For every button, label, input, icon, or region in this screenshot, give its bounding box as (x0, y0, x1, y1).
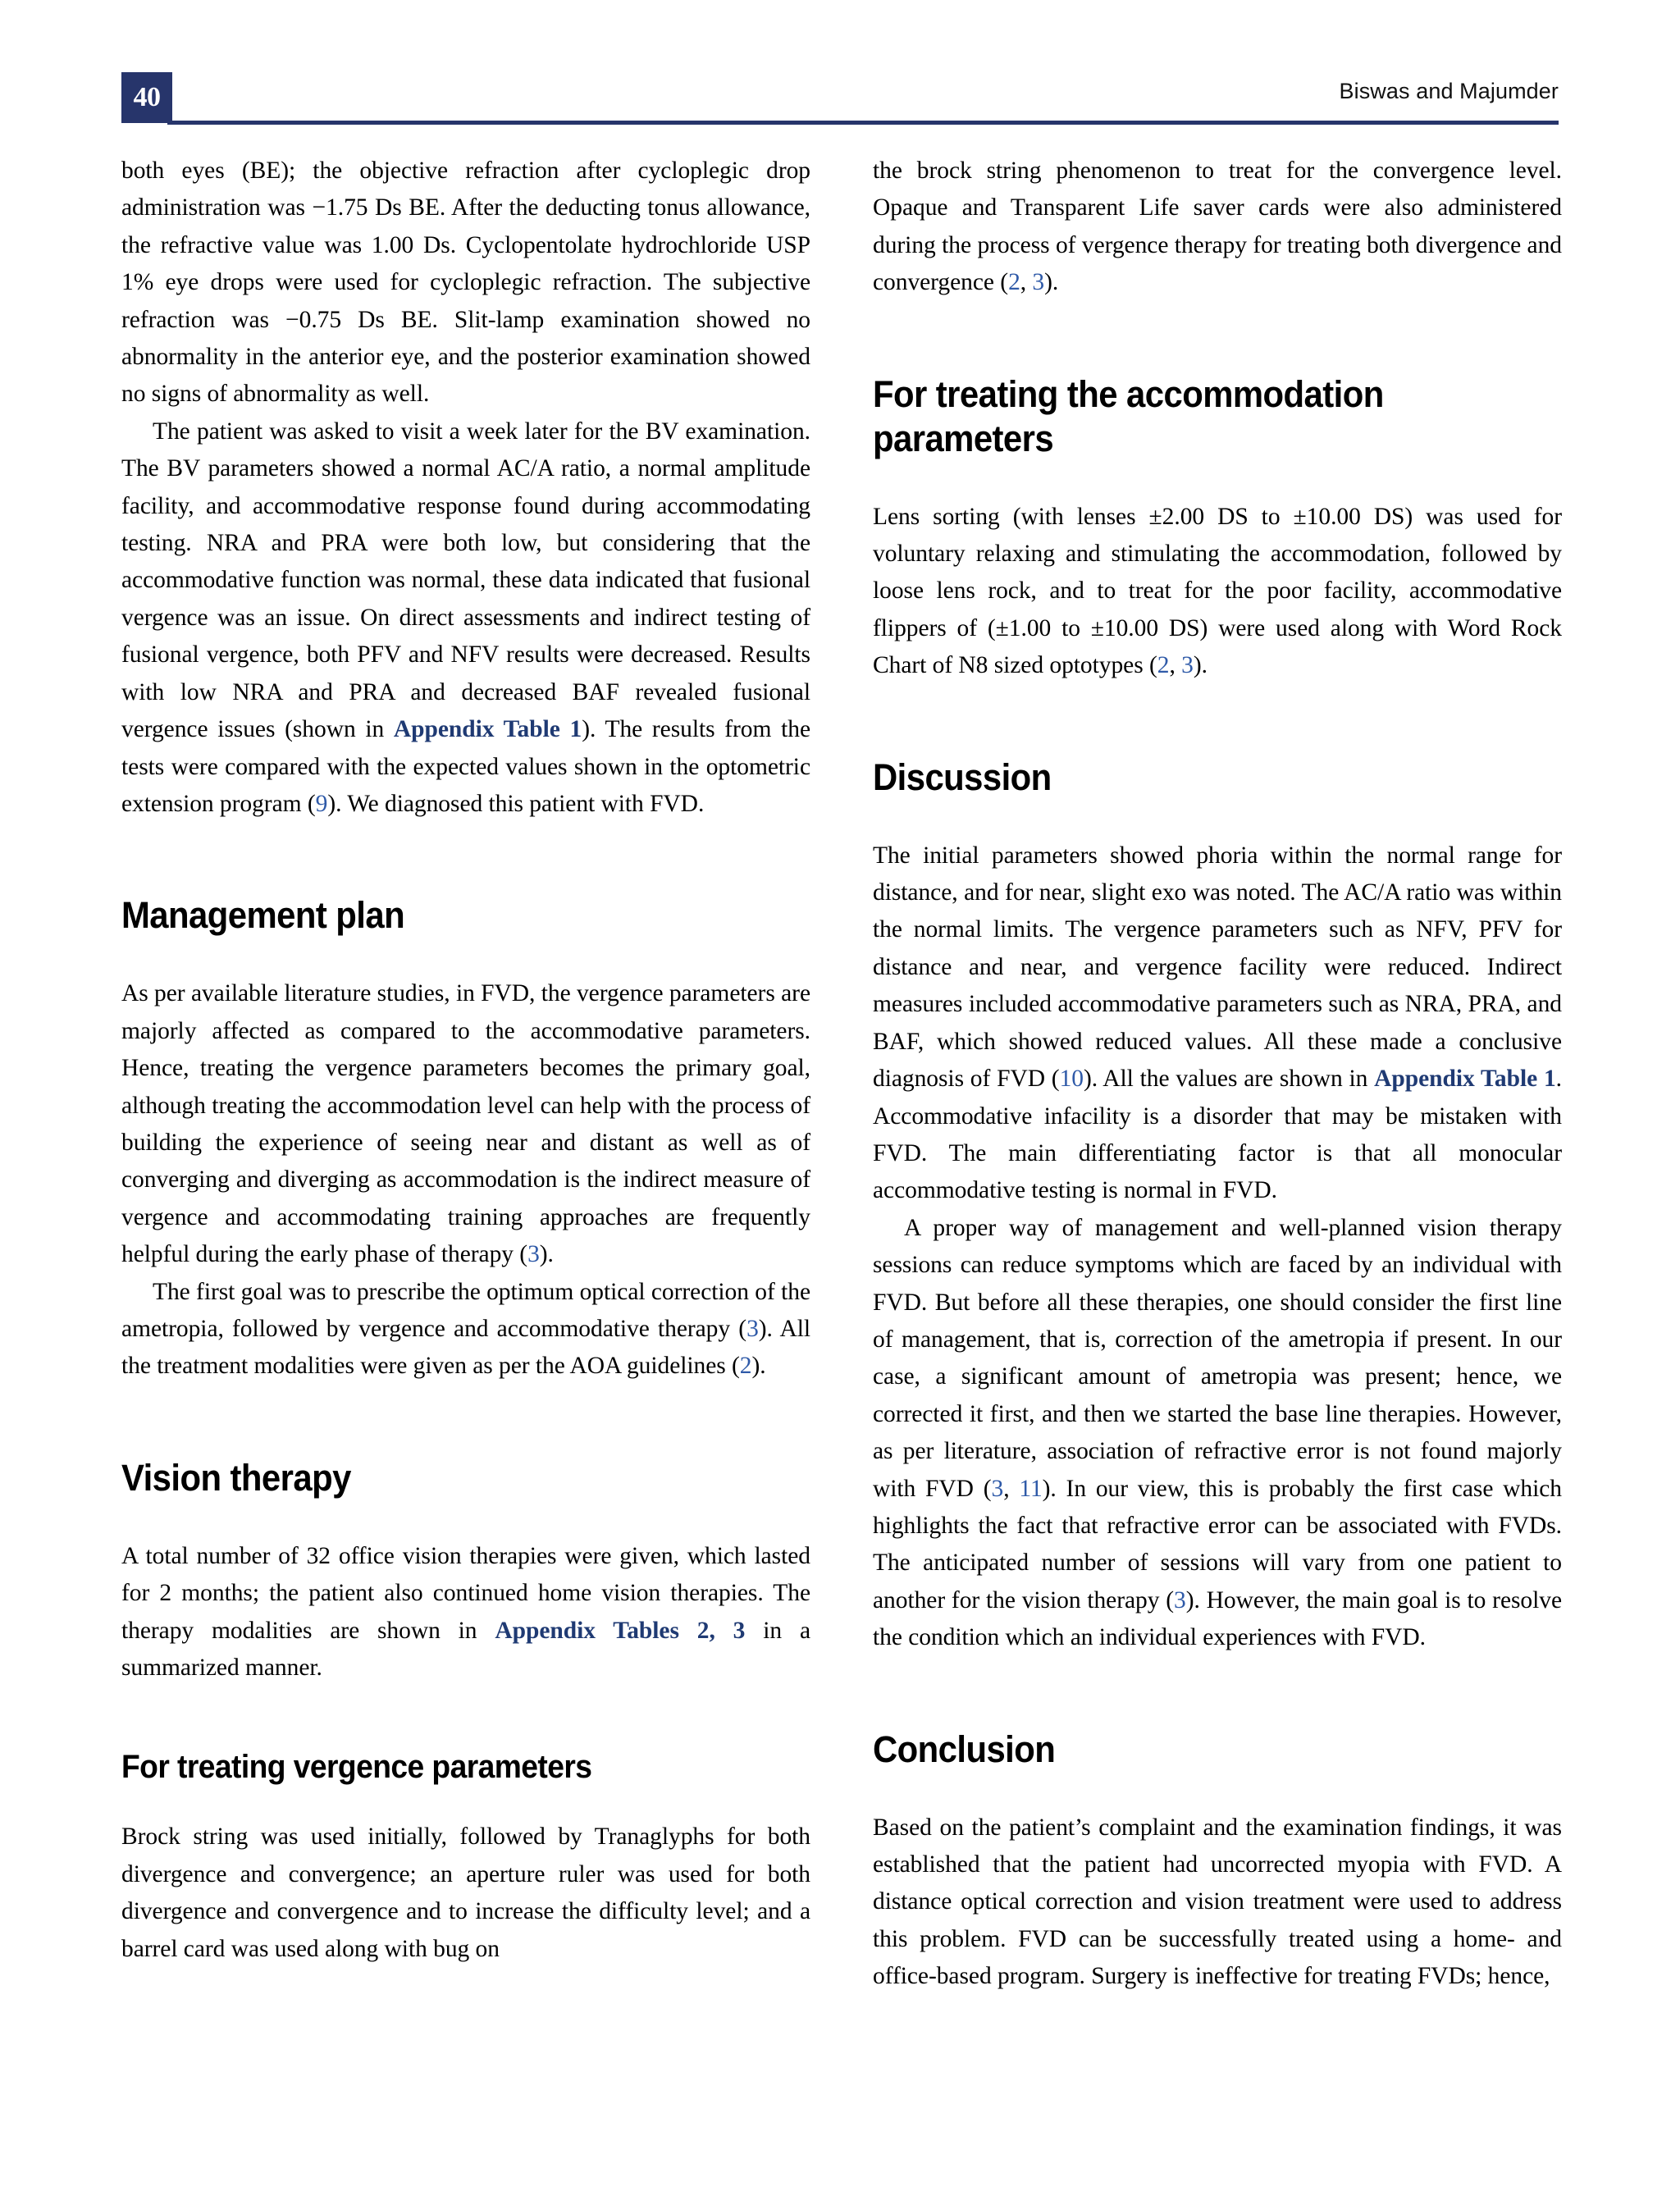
left-column (121, 153, 810, 1968)
heading-for-treating-accommodation-parameters: For treating the accommodation parameters (873, 372, 1384, 459)
paragraph-proper-management (873, 1210, 1562, 1657)
heading-discussion: Discussion (873, 755, 1052, 798)
spacer (121, 938, 810, 975)
citation-ref[interactable]: 2 (1008, 269, 1020, 296)
heading-vision-therapy: Vision therapy (121, 1456, 351, 1499)
spacer (121, 1687, 810, 1747)
citation-ref[interactable]: 3 (1032, 269, 1045, 296)
paragraph-text: ). All the values are shown in (1083, 1066, 1375, 1093)
paragraph-text: , (1003, 1475, 1020, 1502)
paragraph-text: Lens sorting (with lenses ±2.00 DS to ±10.00 DS) was used for voluntary relaxing and stimulating the accommodation, followed by loose lens rock, and to treat for the poor facility, accommodative flippers of (±1.00 to ±10.00 DS) were used along with Word Rock Chart of N8 sized optotypes ( (873, 503, 1562, 679)
appendix-table-1-link[interactable]: Appendix Table 1 (1374, 1066, 1556, 1093)
paragraph-text: ). However, the main goal is to resolve the condition which an individual experiences with FVD. (873, 1586, 1563, 1651)
citation-ref[interactable]: 3 (1174, 1586, 1186, 1613)
spacer (121, 1787, 810, 1819)
spacer (873, 685, 1562, 755)
paragraph-text: both eyes (BE); the objective refraction after cycloplegic drop administration was −1.75 Ds BE. After the deducting tonus allowance, the refractive value was 1.00 Ds. Cyclopentolate hydrochloride USP 1% eye drops were used for cycloplegic refraction. The subjective refraction was −0.75 Ds BE. Slit-lamp examination showed no abnormality in the anterior eye, and the posterior examination showed no signs of abnormality as well. (121, 157, 810, 408)
paragraph-text: ). The results from the tests were compared with the expected values shown in the optometric extension program ( (121, 716, 810, 817)
paragraph-text: The patient was asked to visit a week later for the BV examination. The BV parameters showed a normal AC/A ratio, a normal amplitude facility, and accommodative response found during accommodating testing. NRA and PRA were both low, but considering that the accommodative function was normal, these data indicated that fusional vergence was an issue. On direct assessments and indirect testing of fusional vergence, both PFV and NFV results were decreased. Results with low NRA and PRA and decreased BAF revealed fusional vergence issues (shown in (121, 418, 810, 743)
citation-ref[interactable]: 2 (1157, 652, 1170, 679)
paragraph-text: in a summarized manner. (121, 1617, 810, 1681)
paragraph-management-literature (121, 975, 810, 1273)
spacer (873, 1772, 1562, 1810)
spacer (873, 302, 1562, 372)
paragraph-text: ). (751, 1353, 766, 1380)
appendix-tables-2-3-link[interactable]: Appendix Tables 2, 3 (495, 1617, 746, 1644)
right-column (873, 153, 1562, 1996)
citation-ref[interactable]: 10 (1059, 1066, 1084, 1093)
citation-ref[interactable]: 2 (739, 1353, 752, 1380)
paragraph-text: ). In our view, this is probably the first case which highlights the fact that refractive error can be associated with FVDs. The anticipated number of sessions will vary from one patient to another for the vision therapy ( (873, 1475, 1563, 1613)
body-columns (121, 153, 1562, 2138)
header-rule (167, 121, 1559, 125)
paragraph-brock-string (121, 1819, 810, 1968)
paragraph-lens-sorting (873, 499, 1562, 685)
paragraph-text: The first goal was to prescribe the optimum optical correction of the ametropia, followed by vergence and accommodative therapy ( (121, 1278, 810, 1342)
paragraph-text: . Accommodative infacility is a disorder that may be mistaken with FVD. The main differentiating factor is that all monocular accommodative testing is normal in FVD. (873, 1066, 1562, 1204)
paragraph-text: ). We diagnosed this patient with FVD. (327, 790, 705, 817)
paragraph-text: Brock string was used initially, followed by Tranaglyphs for both divergence and convergence; an aperture ruler was used for both divergence and convergence and to increase the difficulty level; and a barrel card was used along with bug on (121, 1823, 810, 1962)
paragraph-text: ). (1193, 652, 1208, 679)
spacer (121, 1385, 810, 1456)
paragraph-refraction (121, 153, 810, 413)
paragraph-text: ). All the treatment modalities were given as per the AOA guidelines ( (121, 1315, 811, 1380)
paragraph-text: As per available literature studies, in FVD, the vergence parameters are majorly affected as compared to the accommodative parameters. Hence, treating the vergence parameters becomes the primary goal, although treating the accommodation level can help with the process of building the experience of seeing near and distant as well as of converging and diverging as accommodation is the indirect measure of vergence and accommodating training approaches are frequently helpful during the early phase of therapy ( (121, 980, 810, 1268)
paragraph-text: ). (1044, 269, 1059, 296)
paragraph-vision-therapy-count (121, 1538, 810, 1687)
citation-ref[interactable]: 9 (315, 790, 328, 817)
paragraph-text: , (1020, 269, 1033, 296)
citation-ref[interactable]: 11 (1019, 1475, 1043, 1502)
appendix-table-1-link[interactable]: Appendix Table 1 (393, 716, 582, 743)
paragraph-text: A proper way of management and well-planned vision therapy sessions can reduce symptoms which are faced by an individual with FVD. But before all these therapies, one should consider the first line of management, that is, correction of the ametropia if present. In our case, a significant amount of ametropia was present; hence, we corrected it first, and then we started the base line therapies. However, as per literature, association of refractive error is not found majorly with FVD ( (873, 1214, 1562, 1502)
paragraph-bv-examination (121, 413, 810, 823)
citation-ref[interactable]: 3 (991, 1475, 1004, 1502)
paragraph-first-goal (121, 1274, 810, 1385)
paragraph-text: The initial parameters showed phoria within the normal range for distance, and for near, slight exo was noted. The AC/A ratio was within the normal limits. The vergence parameters such as NFV, PFV for distance and near, and vergence facility were reduced. Indirect measures included accommodative parameters such as NRA, PRA, and BAF, which showed reduced values. All these made a conclusive diagnosis of FVD ( (873, 842, 1562, 1093)
spacer (873, 461, 1562, 499)
running-head-title: Biswas and Majumder (1339, 79, 1559, 103)
page-number-badge: 40 (121, 72, 172, 123)
paragraph-text: the brock string phenomenon to treat for the convergence level. Opaque and Transparent Life saver cards were also administered during the process of vergence therapy for treating both divergence and convergence ( (873, 157, 1562, 296)
spacer (121, 1500, 810, 1538)
spacer (121, 823, 810, 893)
paragraph-text: Based on the patient’s complaint and the examination findings, it was established that the patient had uncorrected myopia with FVD. A distance optical correction and vision treatment were used to address this problem. FVD can be successfully treated using a home- and office-based program. Surgery is ineffective for treating FVDs; hence, (873, 1814, 1562, 1990)
paragraph-brock-string-continued (873, 153, 1562, 302)
citation-ref[interactable]: 3 (527, 1241, 540, 1268)
paragraph-text: , (1169, 652, 1182, 679)
paragraph-text: A total number of 32 office vision therapies were given, which lasted for 2 months; the patient also continued home vision therapies. The therapy modalities are shown in (121, 1542, 810, 1644)
citation-ref[interactable]: 3 (746, 1315, 759, 1342)
spacer (873, 800, 1562, 838)
heading-for-treating-vergence-parameters: For treating vergence parameters (121, 1749, 592, 1786)
heading-conclusion: Conclusion (873, 1728, 1056, 1770)
paragraph-text: ). (539, 1241, 554, 1268)
spacer (873, 1657, 1562, 1728)
paragraph-initial-parameters (873, 838, 1562, 1210)
paragraph-conclusion (873, 1810, 1562, 1996)
heading-management-plan: Management plan (121, 894, 405, 937)
citation-ref[interactable]: 3 (1181, 652, 1194, 679)
running-head (121, 72, 1559, 123)
